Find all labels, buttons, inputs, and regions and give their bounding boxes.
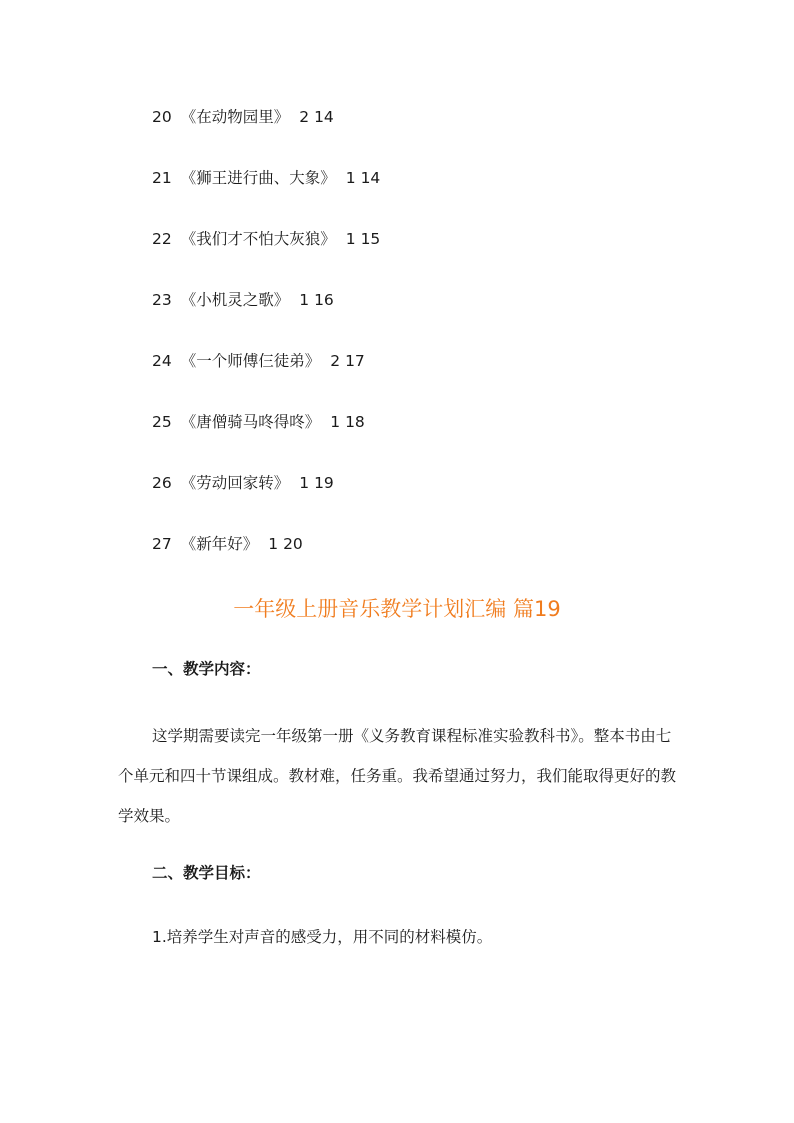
lesson-row <box>152 472 334 494</box>
lesson-periods: 2 <box>330 352 341 370</box>
lesson-row <box>152 167 380 189</box>
lesson-number: 22 <box>152 230 172 248</box>
lesson-number: 20 <box>152 108 172 126</box>
lesson-periods: 1 <box>345 169 356 187</box>
lesson-number: 23 <box>152 291 172 309</box>
lesson-row <box>152 533 303 555</box>
lesson-week: 19 <box>314 474 334 492</box>
lesson-row <box>152 350 365 372</box>
lesson-title: 《新年好》 <box>180 535 259 553</box>
lesson-title: 《在动物园里》 <box>180 108 290 126</box>
lesson-periods: 1 <box>299 474 310 492</box>
body-paragraph: 这学期需要读完一年级第一册《义务教育课程标准实验教科书》。整本书由七个单元和四十节课组成。教材难，任务重。我希望通过努力，我们能取得更好的教学效果。 <box>118 727 677 825</box>
lesson-title: 《小机灵之歌》 <box>180 291 290 309</box>
section-title-goals: 二、教学目标： <box>152 864 261 882</box>
lesson-periods: 2 <box>299 108 310 126</box>
lesson-periods: 1 <box>345 230 356 248</box>
lesson-week: 20 <box>283 535 303 553</box>
lesson-number: 26 <box>152 474 172 492</box>
lesson-number: 25 <box>152 413 172 431</box>
lesson-number: 24 <box>152 352 172 370</box>
lesson-week: 18 <box>345 413 365 431</box>
lesson-week: 16 <box>314 291 334 309</box>
lesson-row <box>152 106 334 128</box>
lesson-row <box>152 228 380 250</box>
section-heading: 一年级上册音乐教学计划汇编 篇19 <box>233 597 561 621</box>
goal-item: 1.培养学生对声音的感受力，用不同的材料模仿。 <box>152 928 493 946</box>
lesson-row <box>152 289 334 311</box>
lesson-number: 27 <box>152 535 172 553</box>
lesson-title: 《一个师傅仨徒弟》 <box>180 352 321 370</box>
lesson-title: 《劳动回家转》 <box>180 474 290 492</box>
lesson-week: 17 <box>345 352 365 370</box>
lesson-title: 《狮王进行曲、大象》 <box>180 169 336 187</box>
lesson-row <box>152 411 365 433</box>
lesson-periods: 1 <box>268 535 279 553</box>
lesson-title: 《唐僧骑马咚得咚》 <box>180 413 321 431</box>
lesson-title: 《我们才不怕大灰狼》 <box>180 230 336 248</box>
lesson-periods: 1 <box>330 413 341 431</box>
section-title-content: 一、教学内容： <box>152 660 261 678</box>
lesson-week: 14 <box>360 169 381 187</box>
lesson-week: 15 <box>360 230 381 248</box>
lesson-week: 14 <box>314 108 334 126</box>
lesson-number: 21 <box>152 169 172 187</box>
lesson-periods: 1 <box>299 291 310 309</box>
